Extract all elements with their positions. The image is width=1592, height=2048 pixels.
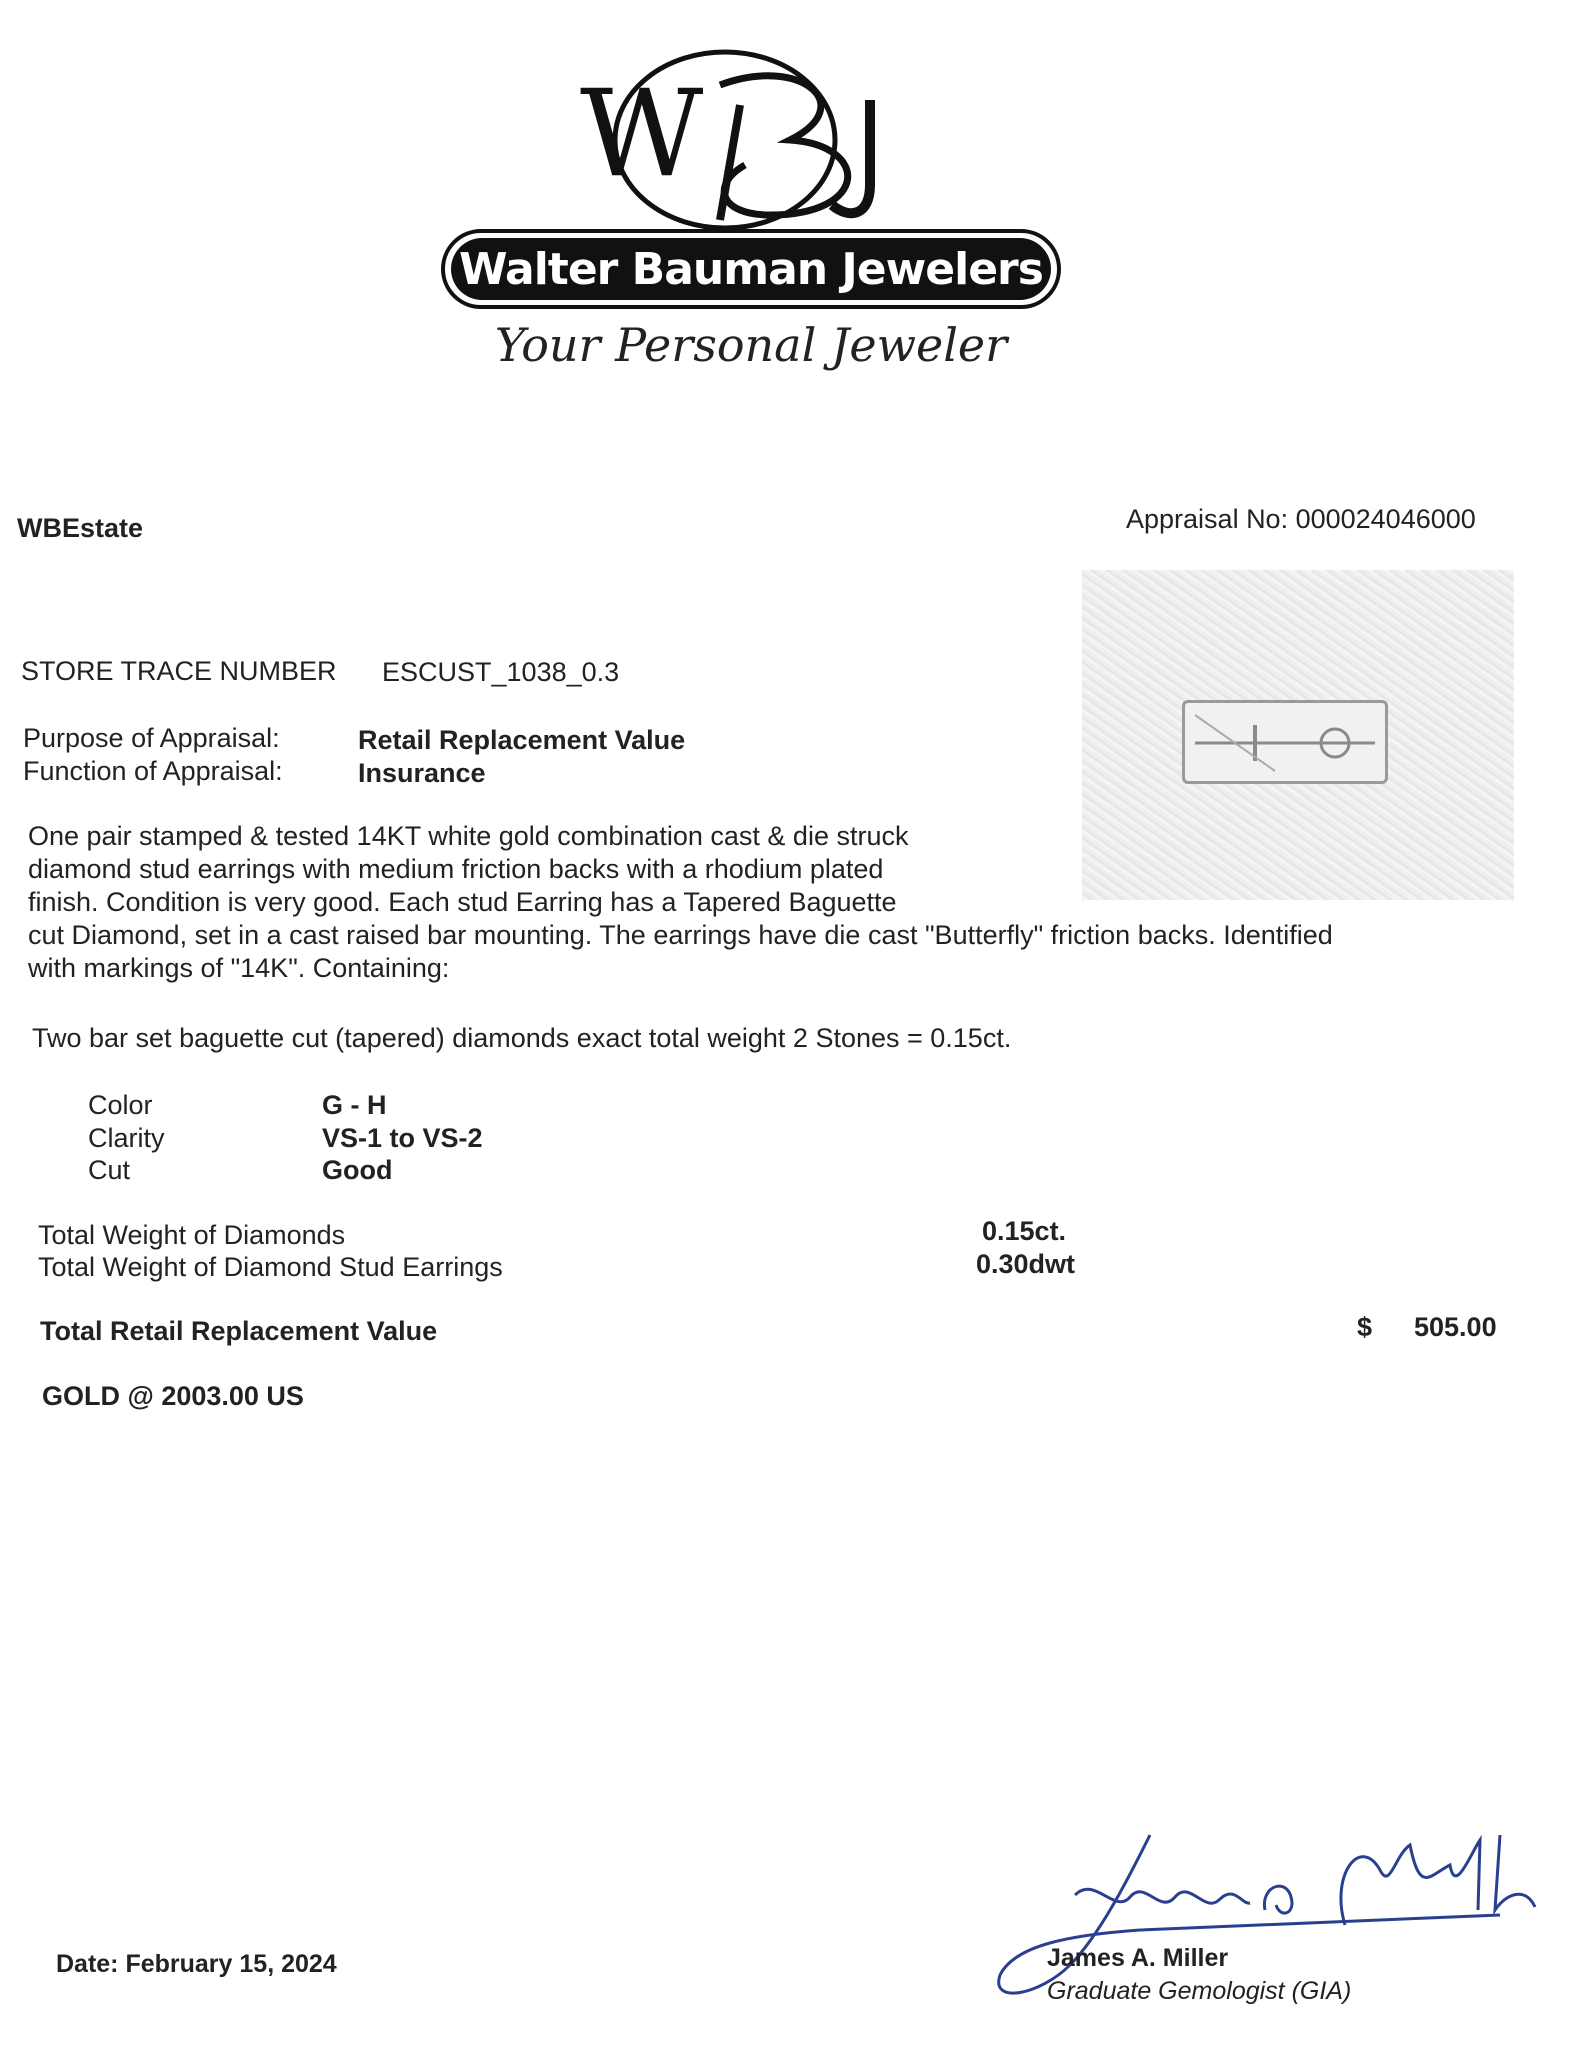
description-line: cut Diamond, set in a cast raised bar mounting. The earrings have die cast "Butterfly" friction backs. Identified [28, 920, 1333, 950]
earring-plate [1182, 700, 1388, 784]
purpose-value: Retail Replacement Value [358, 725, 686, 755]
weight-earrings-value: 0.30dwt [976, 1249, 1076, 1279]
purpose-label: Purpose of Appraisal: [23, 723, 280, 753]
clarity-label: Clarity [88, 1123, 165, 1153]
total-amount: 505.00 [1414, 1312, 1497, 1342]
cut-value: Good [322, 1155, 393, 1185]
description-line: with markings of "14K". Containing: [28, 953, 450, 983]
trace-label: STORE TRACE NUMBER [21, 656, 337, 686]
description-line: finish. Condition is very good. Each stud Earring has a Tapered Baguette [28, 887, 897, 917]
stones-line: Two bar set baguette cut (tapered) diamonds exact total weight 2 Stones = 0.15ct. [32, 1023, 1012, 1053]
cut-label: Cut [88, 1155, 131, 1185]
description-line: diamond stud earrings with medium friction backs with a rhodium plated [28, 854, 884, 884]
weight-diamonds-label: Total Weight of Diamonds [38, 1220, 346, 1250]
description-line: One pair stamped & tested 14KT white gold combination cast & die struck [28, 821, 909, 851]
store-name: WBEstate [17, 513, 144, 543]
color-value: G - H [322, 1090, 387, 1120]
function-value: Insurance [358, 758, 486, 788]
gold-price: GOLD @ 2003.00 US [42, 1381, 304, 1411]
brand-name: Walter Bauman Jewelers [459, 243, 1043, 295]
svg-text:W: W [580, 65, 704, 204]
clarity-value: VS-1 to VS-2 [322, 1123, 483, 1153]
signer-name: James A. Miller [1047, 1944, 1229, 1972]
weight-earrings-label: Total Weight of Diamond Stud Earrings [38, 1252, 503, 1282]
appraisal-number: Appraisal No: 000024046000 [1126, 504, 1476, 534]
tagline: Your Personal Jeweler [494, 318, 1008, 372]
total-currency: $ [1357, 1312, 1373, 1342]
weight-diamonds-value: 0.15ct. [982, 1216, 1067, 1246]
item-description [28, 820, 1333, 985]
signer-title: Graduate Gemologist (GIA) [1047, 1977, 1352, 2005]
trace-value: ESCUST_1038_0.3 [382, 657, 620, 687]
color-label: Color [88, 1090, 153, 1120]
appraisal-date: Date: February 15, 2024 [56, 1950, 337, 1978]
function-label: Function of Appraisal: [23, 756, 283, 786]
logo-monogram [570, 45, 920, 235]
total-value-label: Total Retail Replacement Value [40, 1316, 438, 1346]
